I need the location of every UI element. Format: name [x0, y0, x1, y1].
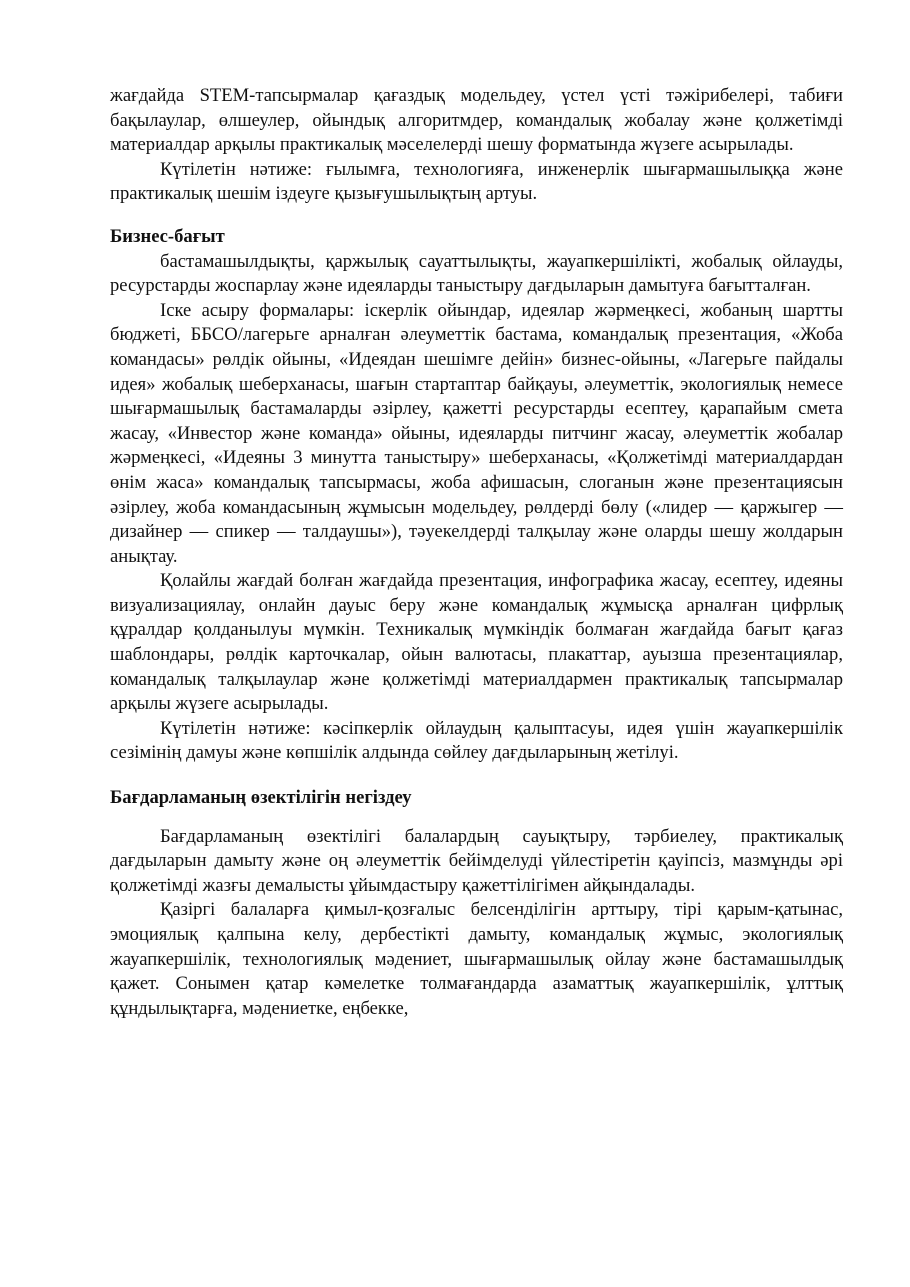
document-page	[110, 84, 843, 1021]
relevance-paragraph-2: Қазіргі балаларға қимыл-қозғалыс белсенділігін арттыру, тірі қарым-қатынас, эмоциялық қалпына келу, дербестікті дамыту, командалық жұмыс, экологиялық жауапкершілік, технологиялық мәдениет, шығармашылық ойлау және бастамашылдық қажет. Сонымен қатар кәмелетке толмағандарда азаматтық жауапкершілік, ұлттық құндылықтарға, мәдениетке, еңбекке,	[110, 899, 843, 1019]
business-paragraph-1: бастамашылдықты, қаржылық сауаттылықты, жауапкершілікті, жобалық ойлауды, ресурстарды жоспарлау және идеяларды таныстыру дағдыларын дамытуға бағытталған.	[110, 250, 843, 297]
business-expected-result: Күтілетін нәтиже: кәсіпкерлік ойлаудың қалыптасуы, идея үшін жауапкершілік сезімінің дамуы және көпшілік алдында сөйлеу дағдыларының жетілуі.	[110, 717, 843, 764]
spacer	[110, 207, 843, 225]
relevance-paragraph-1: Бағдарламаның өзектілігі балалардың сауықтыру, тәрбиелеу, практикалық дағдыларын дамыту және оң әлеуметтік бейімделуді үйлестіретін қауіпсіз, мазмұнды әрі қолжетімді жазғы демалысты ұйымдастыру қажеттілігімен айқындалады.	[110, 825, 843, 896]
intro-paragraph-1: жағдайда STEM-тапсырмалар қағаздық модельдеу, үстел үсті тәжірибелері, табиғи бақылаулар, өлшеулер, ойындық алгоритмдер, командалық жобалау және қолжетімді материалдар арқылы практикалық мәселелерді шешу форматында жүзеге асырылады.	[110, 85, 843, 156]
business-paragraph-3: Қолайлы жағдай болған жағдайда презентация, инфографика жасау, есептеу, идеяны визуализациялау, онлайн дауыс беру және командалық жұмысқа арналған цифрлық құралдар қолданылуы мүмкін. Техникалық мүмкіндік болмаған жағдайда бағыт қағаз шаблондары, рөлдік карточкалар, ойын валютасы, плакаттар, ауызша презентациялар, командалық талқылаулар және қолжетімді материалдармен практикалық тапсырмалар арқылы жүзеге асырылады.	[110, 570, 843, 715]
section-heading-relevance: Бағдарламаның өзектілігін негіздеу	[110, 787, 412, 809]
intro-expected-result: Күтілетін нәтиже: ғылымға, технологияға, инженерлік шығармашылыққа және практикалық шешім іздеуге қызығушылықтың артуы.	[110, 158, 843, 205]
section-heading-business: Бизнес-бағыт	[110, 225, 225, 247]
spacer	[110, 766, 843, 786]
business-paragraph-2: Іске асыру формалары: іскерлік ойындар, идеялар жәрмеңкесі, жобаның шартты бюджеті, ББСО/лагерьге арналған әлеуметтік бастама, командалық презентация, «Жоба командасы» рөлдік ойыны, «Идеядан шешімге дейін» бизнес-ойыны, «Лагерьге пайдалы идея» жобалық шеберханасы, шағын стартаптар байқауы, әлеуметтік, экологиялық немесе шығармашылық бастамаларды әзірлеу, қажетті ресурстарды есептеу, қарапайым смета жасау, «Инвестор және команда» ойыны, идеяларды питчинг жасау, әлеуметтік жобалар жәрмеңкесі, «Идеяны 3 минутта таныстыру» шеберханасы, «Қолжетімді материалдардан өнім жаса» командалық тапсырмасы, жоба афишасын, слоганын және презентациясын әзірлеу, жоба командасының жұмысын модельдеу, рөлдерді бөлу («лидер — қаржыгер — дизайнер — спикер — талдаушы»), тәуекелдерді талқылау және оларды шешу жолдарын анықтау.	[110, 299, 843, 567]
spacer	[110, 811, 843, 825]
